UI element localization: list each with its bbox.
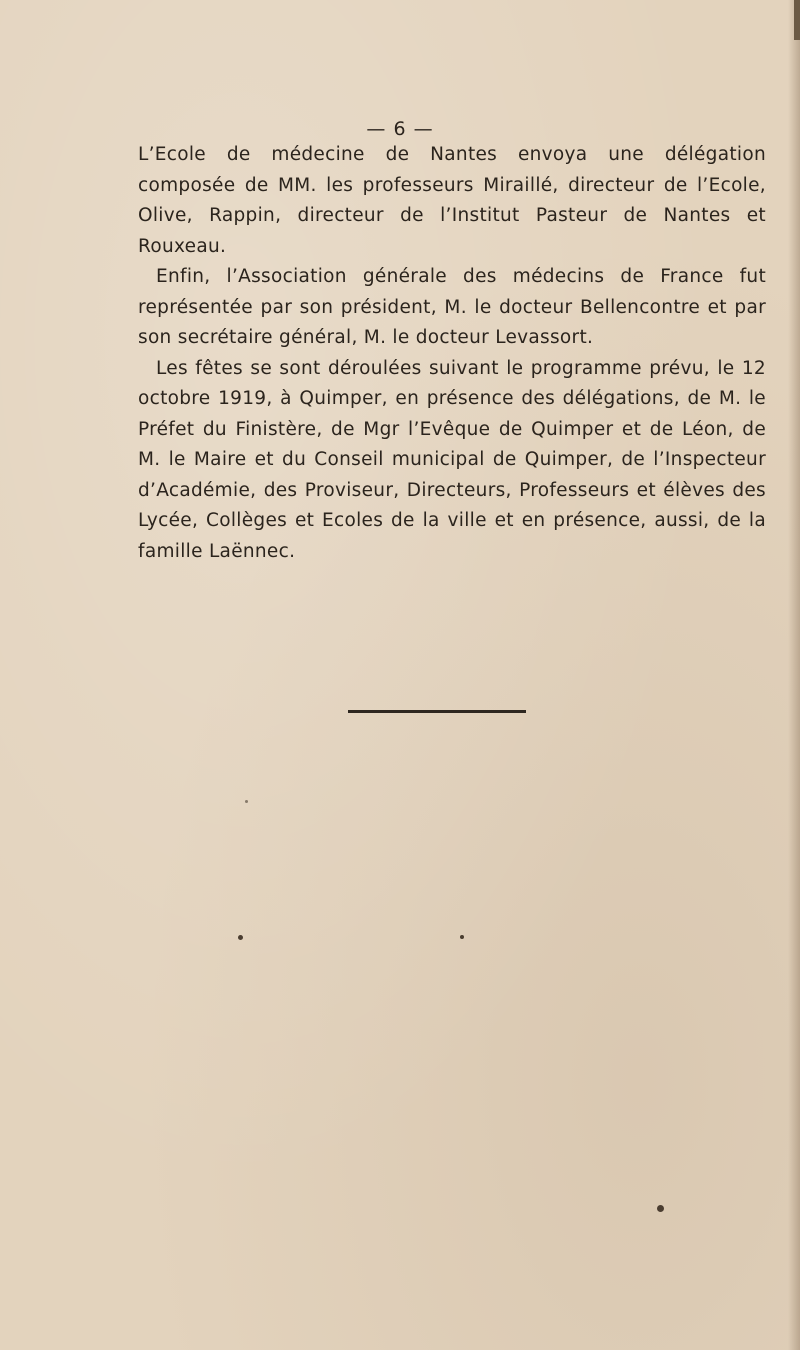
page-edge-mark xyxy=(794,0,800,40)
paper-speck xyxy=(238,935,243,940)
paragraph-association: Enfin, l’Association générale des médecins de France fut représentée par son président, M. le docteur Bellencontre et par son secrétaire général, M. le docteur Levassort. xyxy=(138,266,766,348)
page-number: — 6 — xyxy=(366,118,434,140)
paper-speck xyxy=(657,1205,664,1212)
paper-speck xyxy=(460,935,464,939)
section-divider-rule xyxy=(348,710,526,713)
body-text xyxy=(138,140,766,567)
paragraph-fetes: Les fêtes se sont déroulées suivant le programme prévu, le 12 octobre 1919, à Quimper, en présence des délégations, de M. le Préfet du Finistère, de Mgr l’Evêque de Quimper et de Léon, de M. le Maire et du Conseil municipal de Quimper, de l’Inspecteur d’Académie, des Proviseur, Directeurs, Professeurs et élèves des Lycée, Collèges et Ecoles de la ville et en présence, aussi, de la famille Laënnec. xyxy=(138,357,766,562)
paragraph-ecole-medecine: L’Ecole de médecine de Nantes envoya une délégation composée de MM. les professeurs Miraillé, directeur de l’Ecole, Olive, Rappin, directeur de l’Institut Pasteur de Nantes et Rouxeau. xyxy=(138,144,766,257)
page-edge-shadow xyxy=(788,0,800,1350)
paper-speck xyxy=(245,800,248,803)
